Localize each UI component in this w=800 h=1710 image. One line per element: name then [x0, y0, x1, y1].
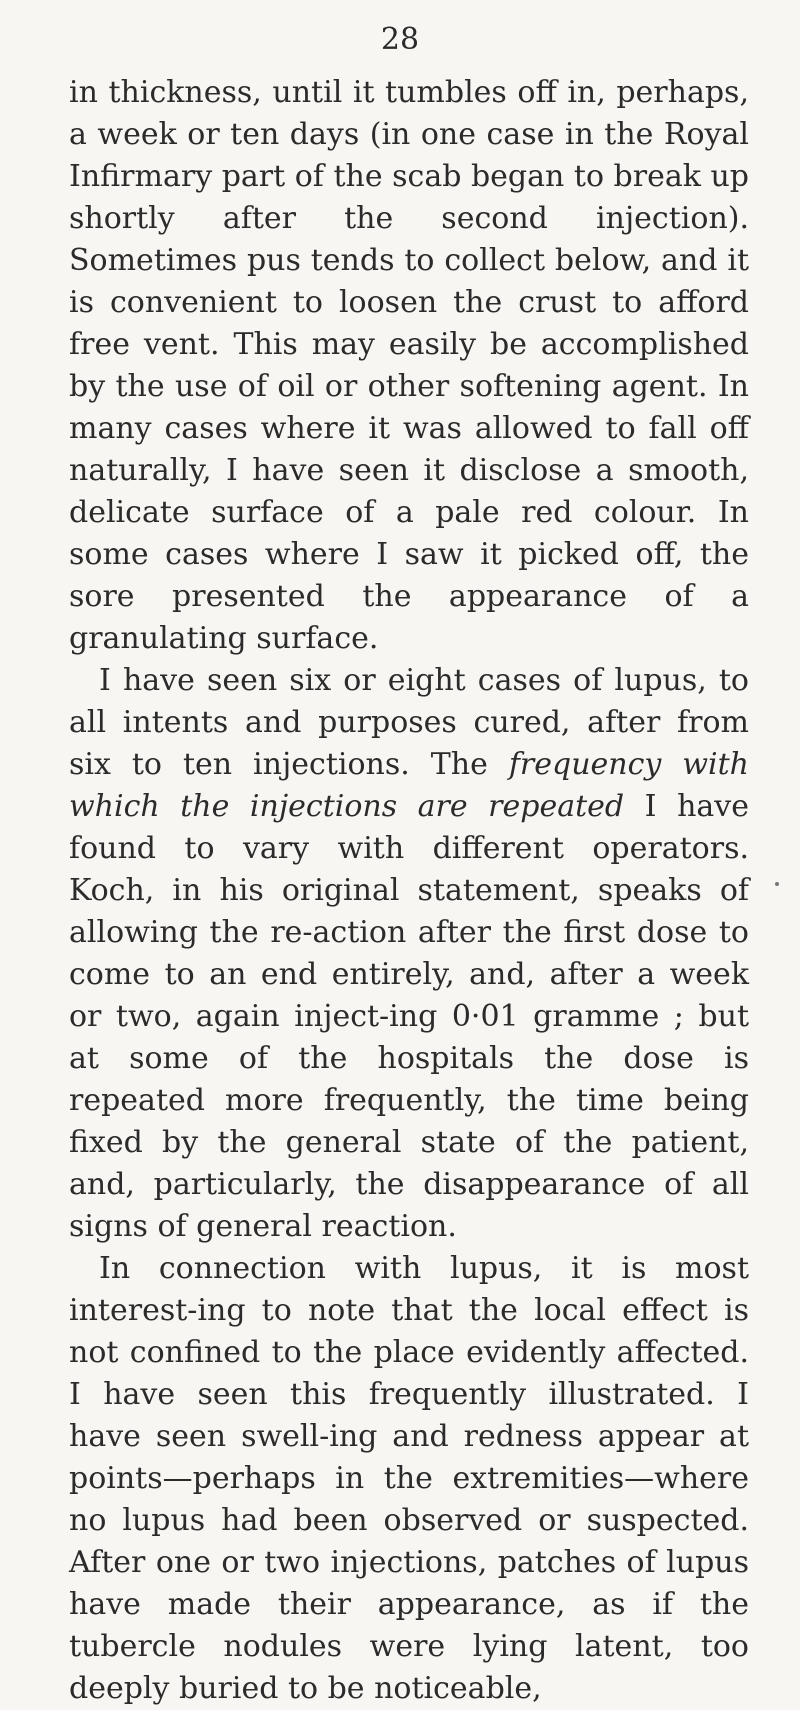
paragraph-lupus-injections-text-end: I have found to vary with different operators. Koch, in his original statement, speaks of allowing the re-action after the first dose to come to an end entirely, and, after a week or two, again inject-ing 0·01 gramme ; but at some of the hospitals the dose is repeated more frequently, the time being fixed by the general state of the patient, and, particularly, the disappearance of all signs of general reaction.	[69, 789, 749, 1244]
print-speck	[775, 882, 779, 886]
page-number: 28	[380, 22, 420, 57]
paragraph-local-effect: In connection with lupus, it is most interest-ing to note that the local effect is not confined to the place evidently affected. I have seen this frequently illustrated. I have seen swell-ing and redness appear at points—perhaps in the extremities—where no lupus had been observed or suspected. After one or two injections, patches of lupus have made their appearance, as if the tubercle nodules were lying latent, too deeply buried to be noticeable,	[69, 1251, 749, 1706]
italic-phrase-frequency: frequency with which the injections are repeated	[69, 747, 749, 824]
paragraph-lupus-injections-text-start: I have seen six or eight cases of lupus, to all intents and purposes cured, after from six to ten injections. The	[69, 663, 749, 782]
paragraph-lupus-injections	[69, 660, 749, 1248]
paragraph-scab-healing: in thickness, until it tumbles off in, perhaps, a week or ten days (in one case in the Royal Infirmary part of the scab began to break up shortly after the second injection). Sometimes pus tends to collect below, and it is convenient to loosen the crust to afford free vent. This may easily be accomplished by the use of oil or other softening agent. In many cases where it was allowed to fall off naturally, I have seen it disclose a smooth, delicate surface of a pale red colour. In some cases where I saw it picked off, the sore presented the appearance of a granulating surface.	[69, 75, 749, 656]
body-text	[69, 72, 749, 1710]
